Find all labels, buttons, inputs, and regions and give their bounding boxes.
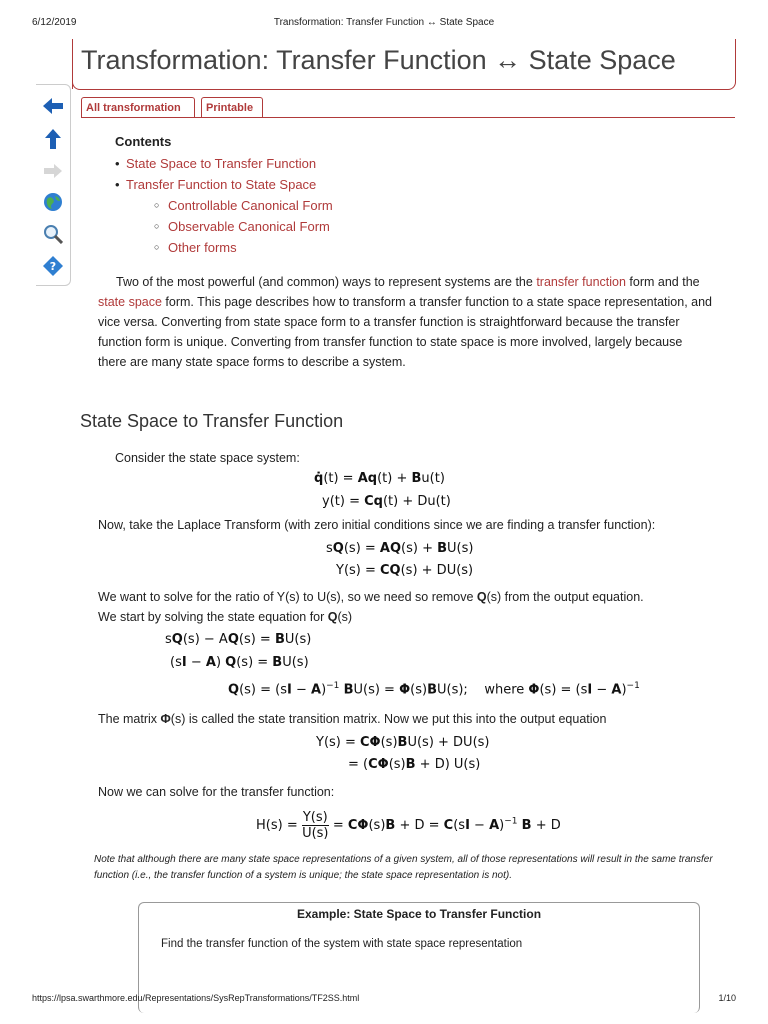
back-arrow-icon[interactable] [42, 95, 64, 117]
equation-laplace-output: Y(s) = CQ(s) + DU(s) [336, 563, 474, 578]
side-toolbar [36, 84, 71, 286]
equation-transfer-function: H(s) = $\frac{Y(s)}{U(s)}$ = CΦ(s)B + D = C(sI − A)$^{-1}$ B + D [256, 810, 561, 841]
magnifier-icon[interactable] [42, 223, 64, 245]
intro-text-3: form. This page describes how to transform a transfer function to a state space representation, and vice versa. Converting from state space form to a transfer function is straightforward because the transfer function form is unique. Converting from transfer function to state space is more involved, largely because there are many state space forms to describe a system. [98, 295, 712, 369]
ratio-text-2b: (s) [337, 610, 353, 624]
matrix-text [98, 709, 714, 729]
equation-rearrange-1: sQ(s) − AQ(s) = BU(s) [165, 632, 312, 647]
help-diamond-icon[interactable] [42, 255, 64, 277]
ratio-q2: Q [327, 610, 338, 624]
section-heading: State Space to Transfer Function [80, 411, 344, 431]
intro-text-2: form and the [625, 275, 700, 289]
ratio-text-1b: (s) from the output equation. [486, 590, 644, 604]
print-date: 6/12/2019 [32, 17, 77, 28]
tab-rule [81, 117, 735, 118]
ratio-text-1: We want to solve for the ratio of Y(s) to U(s), so we need so remove [98, 590, 477, 604]
table-of-contents [115, 134, 333, 258]
svg-text:?: ? [49, 260, 57, 273]
forward-arrow-icon[interactable] [42, 160, 64, 182]
solve-text: Now we can solve for the transfer function: [98, 785, 335, 799]
tab-all-transformation[interactable]: All transformation [81, 97, 195, 117]
toc-link-ss-to-tf[interactable]: • State Space to Transfer Function [126, 153, 333, 174]
matrix-text-pre: The matrix [98, 712, 161, 726]
uniqueness-note: Note that although there are many state space representations of a given system, all of those representations will result in the same transfer function (i.e., the transfer function of a system is unique; the state space representation is not). [94, 854, 713, 881]
link-transfer-function[interactable]: transfer function [536, 275, 626, 289]
print-page-number: 1/10 [718, 993, 736, 1003]
matrix-phi: Φ [160, 712, 171, 726]
consider-text: Consider the state space system: [115, 451, 300, 465]
toc-link-other-forms[interactable]: ○ Other forms [168, 237, 333, 258]
print-url: https://lpsa.swarthmore.edu/Representations/SysRepTransformations/TF2SS.html [32, 993, 360, 1003]
contents-title: Contents [115, 134, 172, 149]
ratio-text [98, 587, 714, 627]
example-text: Find the transfer function of the system with state space representation [161, 938, 523, 950]
toc-link-observable[interactable]: ○ Observable Canonical Form [168, 216, 333, 237]
link-state-space[interactable]: state space [98, 295, 162, 309]
where-label: where [484, 682, 525, 698]
example-title: Example: State Space to Transfer Function [296, 907, 542, 921]
intro-text-1: Two of the most powerful (and common) ways to represent systems are the [116, 275, 537, 289]
equation-y-2: = (CΦ(s)B + D) U(s) [348, 757, 481, 772]
ratio-text-2: We start by solving the state equation for [98, 610, 328, 624]
equation-rearrange-2: (sI − A) Q(s) = BU(s) [170, 655, 309, 670]
toc-link-controllable[interactable]: ○ Controllable Canonical Form [168, 195, 333, 216]
equation-y-1: Y(s) = CΦ(s)BU(s) + DU(s) [316, 735, 490, 750]
equation-state: q̇(t) = Aq(t) + Bu(t) [314, 471, 445, 486]
globe-icon[interactable] [42, 191, 64, 213]
print-title: Transformation: Transfer Function ↔ State Space [273, 17, 495, 28]
tab-printable[interactable]: Printable [201, 97, 263, 117]
equation-laplace-state: sQ(s) = AQ(s) + BU(s) [326, 541, 474, 556]
up-arrow-icon[interactable] [42, 128, 64, 150]
laplace-text: Now, take the Laplace Transform (with zero initial conditions since we are finding a transfer function): [98, 518, 656, 532]
toc-link-tf-to-ss[interactable]: • Transfer Function to State Space [126, 174, 333, 195]
page-title: Transformation: Transfer Function ↔ State Space [81, 45, 676, 75]
intro-paragraph [98, 272, 714, 372]
equation-output: y(t) = Cq(t) + Du(t) [322, 494, 451, 509]
equation-q-solution: Q(s) = (sI − A)$^{-1}$ BU(s) = Φ(s)BU(s); where Φ(s) = (sI − A)$^{-1}$ [228, 681, 640, 698]
matrix-text-post: (s) is called the state transition matrix. Now we put this into the output equation [170, 712, 607, 726]
ratio-q: Q [476, 590, 487, 604]
title-box [72, 39, 736, 90]
